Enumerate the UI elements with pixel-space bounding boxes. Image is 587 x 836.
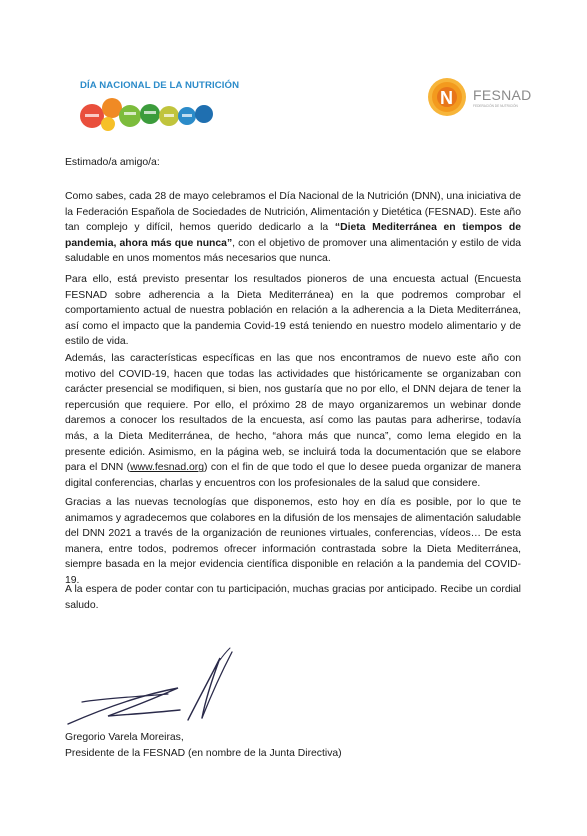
paragraph-1-text-a: Como sabes, cada 28 de mayo celebramos el Día Nacional de la Nutrición (DNN), una iniciativa de la Federación Española de Sociedades de Nutrición, Alimentación y Dietética (FESNAD). Este año tan complejo y difícil, hemos querido dedicarlo a la: [65, 191, 521, 234]
paragraph-5: [65, 582, 521, 613]
paragraph-2-text: Para ello, está previsto presentar los resultados pioneros de una encuesta actual (Encuesta FESNAD sobre adherencia a la Dieta Mediterránea) en la que podremos comprobar el comportamiento actual de nuestra población en relación a la adherencia a la Dieta Mediterránea, así como el impacto que la pandemia Covid-19 está teniendo en nuestro modelo alimentario y de estilo de vida.: [65, 274, 521, 348]
greeting: Estimado/a amigo/a:: [65, 157, 160, 168]
dnn-logo-title: DÍA NACIONAL DE LA NUTRICIÓN: [80, 80, 240, 91]
fesnad-subtitle: FEDERACIÓN DE NUTRICIÓN: [473, 104, 518, 108]
svg-text:N: N: [440, 88, 453, 108]
fesnad-website-link[interactable]: www.fesnad.org: [130, 462, 205, 474]
paragraph-1-bold: “Dieta Mediterránea en tiempos de pandemia, ahora más que nunca”: [65, 222, 521, 249]
fesnad-emblem-icon: [427, 77, 469, 117]
signatory-name: Gregorio Varela Moreiras,: [65, 732, 184, 743]
signatory-title: Presidente de la FESNAD (en nombre de la Junta Directiva): [65, 747, 342, 759]
fesnad-logo: [427, 77, 547, 117]
fesnad-brand: FESNAD: [473, 87, 532, 103]
paragraph-3-text-a: Además, las características específicas en las que nos encontramos de nuevo este año con motivo del COVID-19, hacen que todas las actividades que históricamente se organizaban con carácter presencial se modifiquen, si bien, nos gustaría que no por ello, el DNN dejara de tener la repercusión que requiere. Por ello, el próximo 28 de mayo organizaremos un webinar donde daremos a conocer los resultados de la encuesta, así como las pautas para adherirse, todavía más, a la Dieta Mediterránea, de hecho, “ahora más que nunca”, como lema elegido en la presente edición. Asimismo, en la página web, se incluirá toda la documentación que se elabore para el DNN (: [65, 353, 521, 474]
paragraph-4: [65, 495, 521, 589]
handwritten-signature: [60, 640, 250, 735]
nutrition-circles-icon: [80, 94, 230, 134]
signatory: [65, 730, 342, 761]
paragraph-4-text: Gracias a las nuevas tecnologías que disponemos, esto hoy en día es posible, por lo que te animamos y agradecemos que colabores en la difusión de los mensajes de alimentación saludable del DNN 2021 a través de la organización de reuniones virtuales, conferencias, vídeos… De esta manera, entre todos, podremos ofrecer información contrastada sobre la Dieta Mediterránea, siempre basada en la mejor evidencia científica disponible en relación a la pandemia del COVID-19.: [65, 497, 521, 586]
paragraph-3: [65, 351, 521, 491]
dnn-logo: [80, 80, 240, 135]
paragraph-1-text-b: , con el objetivo de promover una alimentación y estilo de vida saludable en unos momentos más necesarios que nunca.: [65, 237, 522, 265]
paragraph-5-text: A la espera de poder contar con tu participación, muchas gracias por anticipado. Recibe un cordial saludo.: [65, 584, 521, 611]
paragraph-1: [65, 189, 521, 267]
paragraph-3-text-b: ) con el fin de que todo el que lo desee pueda organizar de manera digital conferencias, charlas y encuentros con los profesionales de la salud que considere.: [65, 462, 521, 489]
paragraph-2: [65, 272, 521, 350]
